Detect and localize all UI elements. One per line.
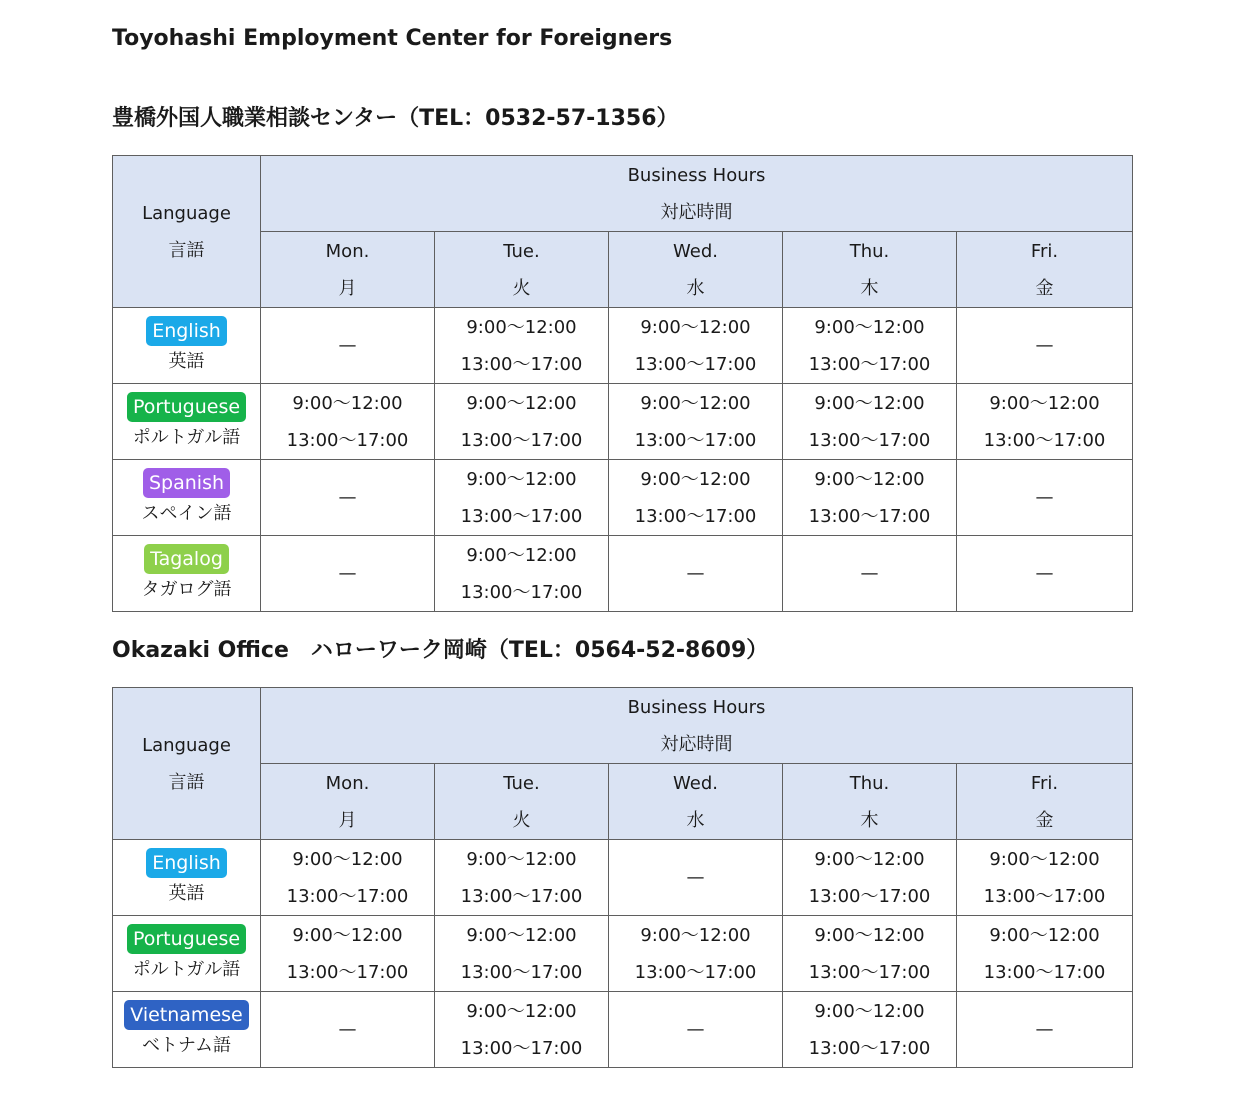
day-header-tue xyxy=(435,764,609,840)
language-cell xyxy=(113,916,261,992)
day-en: Tue. xyxy=(503,240,540,262)
hours-text: 13:00～17:00 xyxy=(983,961,1106,983)
hours-text: 13:00～17:00 xyxy=(634,353,757,375)
hours-cell xyxy=(783,384,957,460)
language-cell xyxy=(113,992,261,1068)
language-header xyxy=(113,688,261,840)
document-title: Toyohashi Employment Center for Foreigners xyxy=(112,26,673,51)
hours-text: 9:00～12:00 xyxy=(814,468,925,490)
language-header-ja: 言語 xyxy=(168,771,205,793)
language-header-ja: 言語 xyxy=(168,239,205,261)
hours-cell xyxy=(261,460,435,536)
hours-cell xyxy=(609,992,783,1068)
hours-text: 9:00～12:00 xyxy=(814,392,925,414)
language-name-ja: ベトナム語 xyxy=(141,1035,232,1056)
hours-cell xyxy=(435,840,609,916)
language-header-en: Language xyxy=(142,734,231,756)
day-en: Wed. xyxy=(673,772,718,794)
language-cell xyxy=(113,308,261,384)
schedule-body-okazaki xyxy=(113,840,1133,1068)
closed-dash: — xyxy=(1035,563,1054,584)
hours-cell xyxy=(957,916,1133,992)
day-en: Tue. xyxy=(503,772,540,794)
hours-text: 13:00～17:00 xyxy=(808,1037,931,1059)
hours-text: 13:00～17:00 xyxy=(808,429,931,451)
hours-text: 9:00～12:00 xyxy=(640,392,751,414)
day-ja: 月 xyxy=(338,809,357,831)
hours-cell xyxy=(783,308,957,384)
hours-cell xyxy=(783,536,957,612)
language-cell xyxy=(113,840,261,916)
hours-text: 13:00～17:00 xyxy=(460,353,583,375)
table-row xyxy=(113,308,1133,384)
business-hours-ja: 対応時間 xyxy=(660,201,733,223)
hours-cell xyxy=(435,536,609,612)
hours-text: 9:00～12:00 xyxy=(814,924,925,946)
day-header-fri xyxy=(957,232,1133,308)
hours-cell xyxy=(261,840,435,916)
closed-dash: — xyxy=(1035,335,1054,356)
hours-text: 9:00～12:00 xyxy=(466,316,577,338)
hours-text: 9:00～12:00 xyxy=(292,924,403,946)
language-badge: Vietnamese xyxy=(124,1000,248,1030)
day-header-wed xyxy=(609,764,783,840)
day-en: Wed. xyxy=(673,240,718,262)
language-name-ja: タガログ語 xyxy=(141,579,232,600)
day-en: Fri. xyxy=(1030,772,1059,794)
hours-cell xyxy=(261,384,435,460)
hours-cell xyxy=(261,916,435,992)
day-header-thu xyxy=(783,764,957,840)
language-name-ja: 英語 xyxy=(168,883,205,904)
hours-text: 9:00～12:00 xyxy=(466,924,577,946)
hours-text: 13:00～17:00 xyxy=(808,505,931,527)
day-header-tue xyxy=(435,232,609,308)
hours-cell xyxy=(609,916,783,992)
hours-text: 9:00～12:00 xyxy=(814,848,925,870)
hours-cell xyxy=(261,308,435,384)
section-title-toyohashi: 豊橋外国人職業相談センター（TEL：0532-57-1356） xyxy=(112,106,679,131)
language-cell xyxy=(113,460,261,536)
table-row xyxy=(113,384,1133,460)
table-row xyxy=(113,460,1133,536)
hours-text: 9:00～12:00 xyxy=(466,392,577,414)
hours-cell xyxy=(957,840,1133,916)
closed-dash: — xyxy=(338,335,357,356)
hours-text: 13:00～17:00 xyxy=(983,885,1106,907)
table-row xyxy=(113,840,1133,916)
hours-text: 9:00～12:00 xyxy=(989,848,1100,870)
hours-text: 9:00～12:00 xyxy=(814,316,925,338)
hours-text: 9:00～12:00 xyxy=(814,1000,925,1022)
closed-dash: — xyxy=(686,867,705,888)
business-hours-header xyxy=(261,156,1133,232)
hours-cell xyxy=(261,536,435,612)
hours-cell xyxy=(609,840,783,916)
closed-dash: — xyxy=(338,487,357,508)
closed-dash: — xyxy=(1035,487,1054,508)
hours-text: 13:00～17:00 xyxy=(286,885,409,907)
hours-cell xyxy=(783,460,957,536)
hours-text: 13:00～17:00 xyxy=(460,429,583,451)
day-en: Mon. xyxy=(325,240,370,262)
hours-text: 9:00～12:00 xyxy=(466,848,577,870)
day-ja: 木 xyxy=(860,277,879,299)
hours-text: 13:00～17:00 xyxy=(808,885,931,907)
hours-cell xyxy=(435,384,609,460)
day-en: Fri. xyxy=(1030,240,1059,262)
hours-cell xyxy=(783,840,957,916)
hours-text: 13:00～17:00 xyxy=(983,429,1106,451)
hours-cell xyxy=(435,916,609,992)
table-row xyxy=(113,916,1133,992)
business-hours-en: Business Hours xyxy=(627,696,766,718)
hours-text: 9:00～12:00 xyxy=(466,544,577,566)
section-title-okazaki: Okazaki Office ハローワーク岡崎（TEL：0564-52-8609） xyxy=(112,638,769,663)
hours-cell xyxy=(261,992,435,1068)
language-cell xyxy=(113,536,261,612)
day-ja: 水 xyxy=(686,809,705,831)
day-header-mon xyxy=(261,764,435,840)
language-name-ja: スペイン語 xyxy=(141,503,232,524)
hours-cell xyxy=(783,916,957,992)
closed-dash: — xyxy=(338,563,357,584)
language-header xyxy=(113,156,261,308)
hours-text: 13:00～17:00 xyxy=(634,505,757,527)
language-badge: English xyxy=(146,316,227,346)
day-header-fri xyxy=(957,764,1133,840)
hours-cell xyxy=(435,992,609,1068)
hours-text: 9:00～12:00 xyxy=(640,468,751,490)
hours-text: 13:00～17:00 xyxy=(808,353,931,375)
language-header-en: Language xyxy=(142,202,231,224)
table-row xyxy=(113,536,1133,612)
hours-text: 13:00～17:00 xyxy=(634,961,757,983)
hours-cell xyxy=(957,460,1133,536)
closed-dash: — xyxy=(860,563,879,584)
language-badge: Portuguese xyxy=(127,392,246,422)
hours-text: 13:00～17:00 xyxy=(634,429,757,451)
language-name-ja: 英語 xyxy=(168,351,205,372)
hours-text: 9:00～12:00 xyxy=(466,468,577,490)
hours-cell xyxy=(609,536,783,612)
hours-text: 9:00～12:00 xyxy=(466,1000,577,1022)
hours-text: 13:00～17:00 xyxy=(460,581,583,603)
day-ja: 金 xyxy=(1035,809,1054,831)
closed-dash: — xyxy=(686,563,705,584)
day-en: Thu. xyxy=(849,772,890,794)
day-header-mon xyxy=(261,232,435,308)
hours-cell xyxy=(609,384,783,460)
hours-text: 9:00～12:00 xyxy=(989,924,1100,946)
hours-text: 9:00～12:00 xyxy=(292,392,403,414)
hours-text: 9:00～12:00 xyxy=(640,316,751,338)
hours-text: 13:00～17:00 xyxy=(808,961,931,983)
day-ja: 火 xyxy=(512,809,531,831)
language-badge: Spanish xyxy=(143,468,230,498)
hours-cell xyxy=(957,384,1133,460)
table-row xyxy=(113,992,1133,1068)
day-en: Thu. xyxy=(849,240,890,262)
day-ja: 火 xyxy=(512,277,531,299)
day-ja: 月 xyxy=(338,277,357,299)
hours-cell xyxy=(957,308,1133,384)
closed-dash: — xyxy=(338,1019,357,1040)
day-header-wed xyxy=(609,232,783,308)
hours-cell xyxy=(609,460,783,536)
day-ja: 金 xyxy=(1035,277,1054,299)
hours-cell xyxy=(783,992,957,1068)
hours-text: 13:00～17:00 xyxy=(460,505,583,527)
hours-text: 13:00～17:00 xyxy=(460,1037,583,1059)
language-badge: Tagalog xyxy=(144,544,229,574)
hours-text: 9:00～12:00 xyxy=(989,392,1100,414)
hours-cell xyxy=(957,536,1133,612)
language-badge: Portuguese xyxy=(127,924,246,954)
schedule-body-toyohashi xyxy=(113,308,1133,612)
day-header-thu xyxy=(783,232,957,308)
hours-text: 13:00～17:00 xyxy=(286,961,409,983)
hours-cell xyxy=(435,460,609,536)
hours-text: 9:00～12:00 xyxy=(292,848,403,870)
closed-dash: — xyxy=(686,1019,705,1040)
business-hours-en: Business Hours xyxy=(627,164,766,186)
hours-text: 13:00～17:00 xyxy=(286,429,409,451)
language-name-ja: ポルトガル語 xyxy=(132,959,241,980)
day-ja: 木 xyxy=(860,809,879,831)
language-name-ja: ポルトガル語 xyxy=(132,427,241,448)
language-badge: English xyxy=(146,848,227,878)
hours-text: 13:00～17:00 xyxy=(460,961,583,983)
hours-text: 13:00～17:00 xyxy=(460,885,583,907)
hours-text: 9:00～12:00 xyxy=(640,924,751,946)
hours-cell xyxy=(957,992,1133,1068)
day-en: Mon. xyxy=(325,772,370,794)
hours-cell xyxy=(609,308,783,384)
day-ja: 水 xyxy=(686,277,705,299)
business-hours-header xyxy=(261,688,1133,764)
schedule-table-okazaki xyxy=(112,687,1133,1068)
hours-cell xyxy=(435,308,609,384)
language-cell xyxy=(113,384,261,460)
schedule-table-toyohashi xyxy=(112,155,1133,612)
closed-dash: — xyxy=(1035,1019,1054,1040)
business-hours-ja: 対応時間 xyxy=(660,733,733,755)
